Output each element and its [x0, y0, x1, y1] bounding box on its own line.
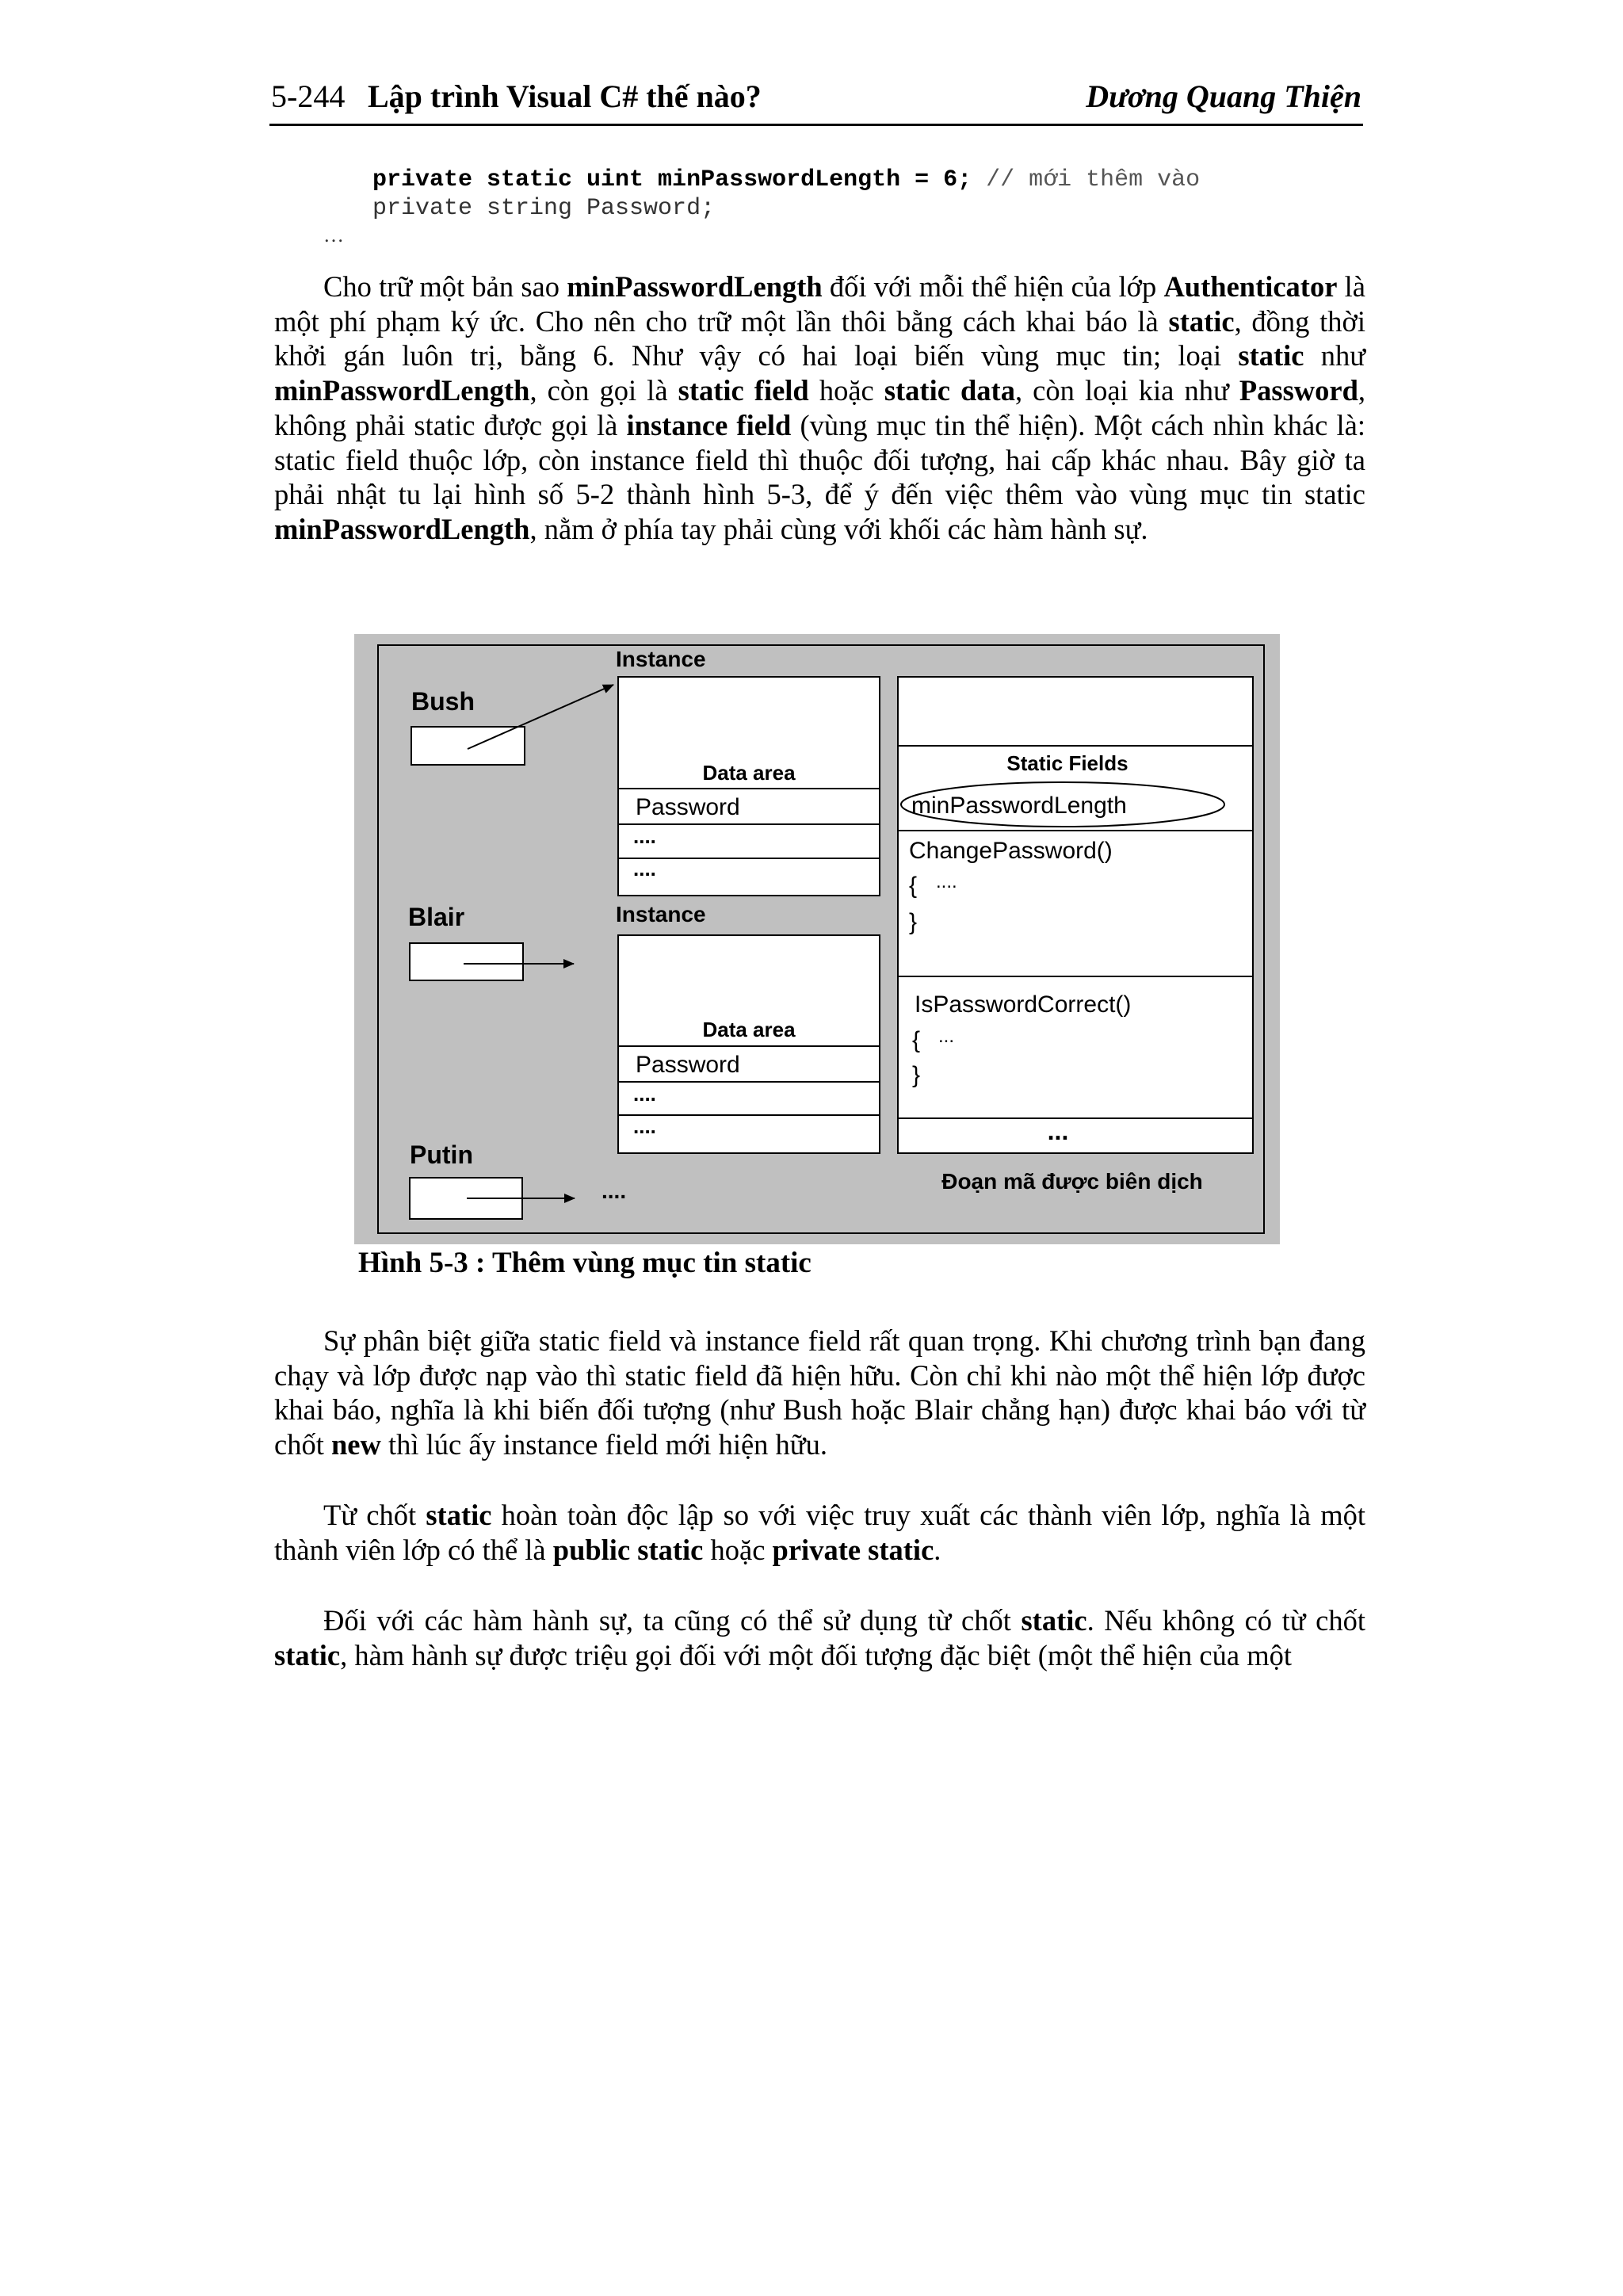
variable-label-blair: Blair — [408, 903, 465, 931]
author-name: Dương Quang Thiện — [1086, 78, 1361, 114]
putin-target-dots: .... — [601, 1179, 627, 1203]
reference-box-blair — [410, 943, 523, 980]
field-dots-1b: .... — [633, 857, 656, 881]
data-area-label-1: Data area — [702, 761, 796, 785]
data-area-label-2: Data area — [702, 1018, 796, 1041]
text: . — [934, 1533, 941, 1566]
code-ellipsis: … — [323, 223, 344, 246]
book-title: Lập trình Visual C# thế nào? — [368, 78, 762, 114]
text: , còn loại kia như — [1014, 374, 1239, 407]
method-is-password-correct: IsPasswordCorrect() — [915, 991, 1132, 1018]
paragraph-3 — [274, 1498, 1365, 1567]
keyword: minPasswordLength — [567, 270, 823, 303]
method-body-dots-2: ... — [938, 1026, 955, 1047]
text: là một phí phạm ký ức. Cho nên cho trữ một lần thôi bằng cách khai báo là — [274, 270, 1365, 338]
field-dots-2a: .... — [633, 1082, 656, 1106]
text: , không phải static được gọi là — [274, 374, 1366, 441]
brace-close-2: } — [912, 1062, 921, 1088]
instance-label-2: Instance — [616, 902, 706, 926]
text: , đồng thời khởi gán luôn trị, bằng 6. Như vậy có hai loại biến vùng mục tin; loại — [274, 304, 1365, 372]
paragraph-1 — [274, 269, 1365, 547]
password-field-1: Password — [636, 794, 740, 820]
code-comment: // mới thêm vào — [986, 166, 1201, 193]
figure-static-fields-diagram — [354, 634, 1280, 1244]
text: hoàn toàn độc lập so với việc truy xuất các thành viên lớp, nghĩa là một thành viên lớp có thể là — [274, 1499, 1365, 1566]
code-static-declaration: private static uint minPasswordLength = 6; — [372, 166, 972, 193]
keyword: new — [330, 1428, 381, 1461]
keyword: minPasswordLength — [274, 374, 530, 407]
text: Cho trữ một bản sao — [323, 270, 567, 303]
brace-open-1: { — [909, 873, 918, 899]
keyword: static data — [884, 374, 1015, 407]
method-body-dots-1: .... — [936, 871, 957, 892]
keyword: static — [274, 1638, 341, 1671]
keyword: Authenticator — [1163, 270, 1338, 303]
keyword: static — [1238, 339, 1304, 372]
reference-box-bush — [411, 727, 525, 765]
keyword: static — [1021, 1604, 1087, 1637]
method-change-password: ChangePassword() — [909, 838, 1113, 864]
code-line-1 — [372, 166, 1200, 193]
variable-label-bush: Bush — [411, 687, 475, 716]
keyword: instance field — [626, 408, 792, 441]
text: (vùng mục tin thể hiện). Một cách nhìn khác là: static field thuộc lớp, còn instance field thì thuộc đối tượng, hai cấp khác nhau. Bây giờ ta phải nhật tu lại hình số 5-2 thành hình 5-3, để ý đến việc thêm vào vùng mục tin static — [274, 408, 1366, 511]
figure-caption: Hình 5-3 : Thêm vùng mục tin static — [358, 1247, 812, 1279]
page-number: 5-244 — [271, 78, 346, 114]
field-dots-1a: .... — [633, 824, 656, 848]
text: Sự phân biệt giữa static field và instance field rất quan trọng. Khi chương trình bạn đang chạy và lớp được nạp vào thì static field đã hiện hữu. Còn chỉ khi nào một thể hiện lớp được khai báo, nghĩa là khi biến đối tượng (như Bush hoặc Blair chẳng hạn) được khai báo với từ chốt — [274, 1324, 1365, 1461]
keyword: public static — [552, 1533, 704, 1566]
keyword: static field — [678, 374, 809, 407]
text: Từ chốt — [323, 1499, 426, 1531]
text: , hàm hành sự được triệu gọi đối với một đối tượng đặc biệt (một thể hiện của một — [340, 1638, 1292, 1671]
paragraph-4 — [274, 1603, 1365, 1672]
field-dots-2b: .... — [633, 1114, 656, 1138]
paragraph-2 — [274, 1324, 1365, 1462]
instance-label-1: Instance — [616, 647, 706, 671]
more-methods-dots: ... — [1047, 1117, 1069, 1145]
keyword: Password — [1239, 374, 1358, 407]
compiled-code-label: Đoạn mã được biên dịch — [941, 1169, 1203, 1194]
diagram-svg — [354, 634, 1280, 1244]
keyword: minPasswordLength — [274, 512, 530, 545]
keyword: static — [1168, 304, 1235, 338]
brace-close-1: } — [909, 909, 918, 935]
text: hoặc — [808, 374, 884, 407]
text: thì lúc ấy instance field mới hiện hữu. — [380, 1428, 827, 1461]
static-field-min-password-length: minPasswordLength — [911, 793, 1127, 819]
class-code-box — [898, 677, 1253, 1153]
keyword: private static — [772, 1533, 934, 1566]
text: đối với mỗi thể hiện của lớp — [822, 270, 1164, 303]
text: Đối với các hàm hành sự, ta cũng có thể sử dụng từ chốt — [323, 1604, 1022, 1637]
variable-label-putin: Putin — [410, 1140, 473, 1169]
text: . Nếu không có từ chốt — [1086, 1604, 1365, 1637]
instance-box-2 — [618, 935, 880, 1153]
static-fields-label: Static Fields — [1006, 751, 1128, 775]
instance-box-1 — [618, 677, 880, 896]
text: hoặc — [703, 1533, 773, 1566]
keyword: static — [426, 1499, 492, 1531]
text: , còn gọi là — [529, 374, 678, 407]
text: như — [1304, 339, 1365, 372]
brace-open-2: { — [912, 1027, 921, 1053]
password-field-2: Password — [636, 1052, 740, 1078]
text: , nằm ở phía tay phải cùng với khối các hàm hành sự. — [529, 512, 1148, 545]
page-header — [269, 78, 1363, 126]
code-line-2: private string Password; — [372, 195, 716, 222]
